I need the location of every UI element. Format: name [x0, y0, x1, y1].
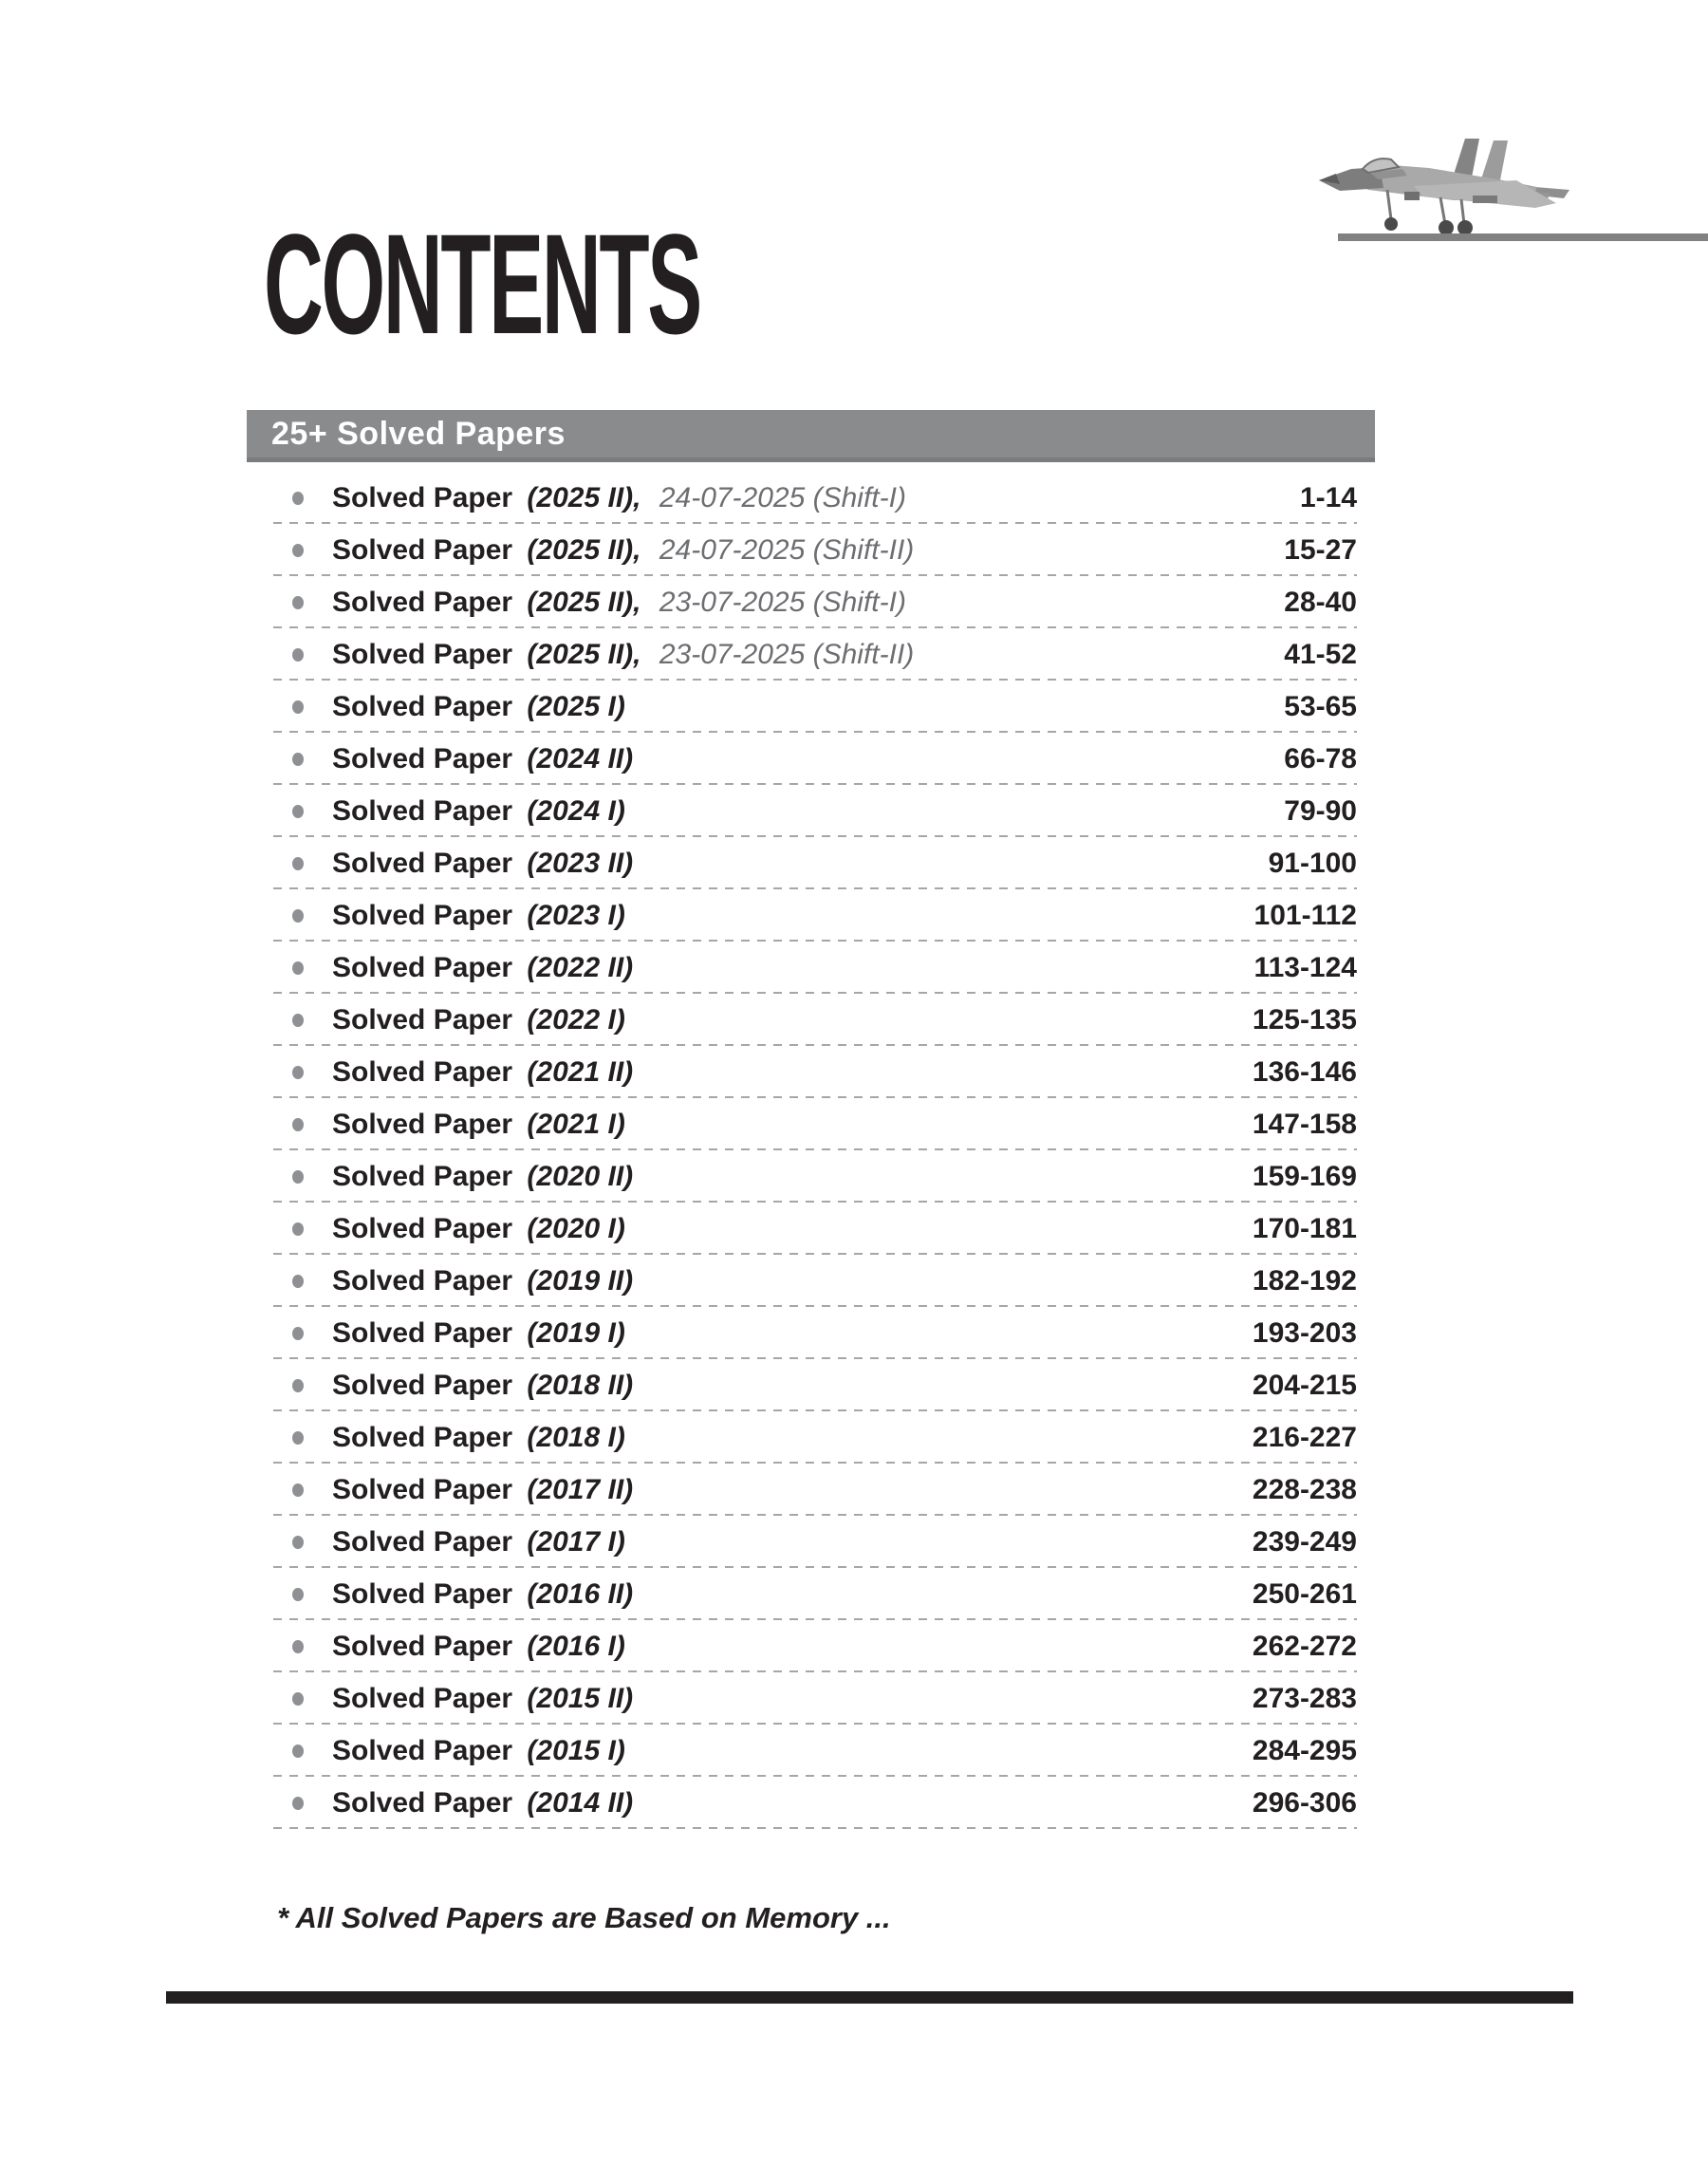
bullet-icon — [292, 596, 304, 609]
toc-entry-label — [332, 1213, 625, 1245]
toc-entry-session: 24-07-2025 (Shift-II) — [659, 533, 915, 566]
toc-entry-edition: (2018 II) — [527, 1369, 634, 1401]
toc-entry-pages: 170-181 — [1252, 1212, 1357, 1244]
toc-entry-name: Solved Paper — [332, 1055, 513, 1088]
toc-entry-edition: (2019 I) — [527, 1316, 625, 1349]
bullet-icon — [292, 648, 304, 662]
toc-entry-edition: (2025 I) — [527, 690, 625, 722]
toc-entry-pages: 136-146 — [1252, 1055, 1357, 1088]
toc-entry-label — [332, 1578, 633, 1611]
toc-entry-edition: (2023 I) — [527, 899, 625, 931]
toc-entry-pages: 113-124 — [1253, 951, 1357, 983]
toc-entry-label — [332, 1265, 633, 1297]
toc-entry-pages: 41-52 — [1284, 638, 1357, 670]
toc-entry-label — [332, 1683, 633, 1715]
toc-entry-label — [332, 534, 914, 567]
toc-row — [273, 576, 1357, 628]
toc-row — [273, 1203, 1357, 1255]
toc-entry-edition: (2014 II) — [527, 1786, 634, 1819]
toc-entry-label — [332, 1787, 633, 1819]
toc-entry-pages: 15-27 — [1284, 533, 1357, 566]
bullet-icon — [292, 1431, 304, 1445]
toc-entry-label — [332, 1631, 625, 1663]
toc-entry-edition: (2022 I) — [527, 1003, 625, 1036]
toc-entry-pages: 66-78 — [1284, 742, 1357, 774]
section-header-label: 25+ Solved Papers — [271, 415, 566, 452]
toc-entry-pages: 53-65 — [1284, 690, 1357, 722]
toc-entry-label — [332, 691, 625, 723]
toc-entry-label — [332, 1161, 633, 1193]
toc-entry-edition: (2020 I) — [527, 1212, 625, 1244]
toc-row — [273, 942, 1357, 994]
toc-entry-pages: 159-169 — [1252, 1160, 1357, 1192]
toc-entry-pages: 28-40 — [1284, 586, 1357, 618]
toc-row — [273, 1150, 1357, 1203]
bullet-icon — [292, 1483, 304, 1497]
toc-entry-pages: 250-261 — [1252, 1577, 1357, 1610]
toc-entry-label — [332, 848, 633, 880]
toc-entry-pages: 79-90 — [1284, 794, 1357, 827]
bullet-icon — [292, 1275, 304, 1288]
section-header-bar — [247, 410, 1375, 462]
toc-row — [273, 837, 1357, 889]
toc-entry-name: Solved Paper — [332, 794, 513, 827]
toc-entry-pages: 284-295 — [1252, 1734, 1357, 1766]
toc-entry-label — [332, 900, 625, 932]
toc-row — [273, 733, 1357, 785]
toc-entry-name: Solved Paper — [332, 1682, 513, 1714]
toc-entry-name: Solved Paper — [332, 1003, 513, 1036]
toc-entry-name: Solved Paper — [332, 1577, 513, 1610]
toc-row — [273, 1411, 1357, 1464]
toc-entry-label — [332, 743, 633, 775]
toc-row — [273, 994, 1357, 1046]
toc-row — [273, 524, 1357, 576]
toc-entry-name: Solved Paper — [332, 1212, 513, 1244]
toc-entry-edition: (2017 II) — [527, 1473, 634, 1505]
bullet-icon — [292, 1170, 304, 1184]
toc-row — [273, 1098, 1357, 1150]
bullet-icon — [292, 1797, 304, 1810]
toc-entry-label — [332, 587, 906, 619]
toc-entry-edition: (2020 II) — [527, 1160, 634, 1192]
toc-row — [273, 1516, 1357, 1568]
bullet-icon — [292, 805, 304, 818]
toc-entry-edition: (2025 II), — [527, 481, 641, 513]
toc-entry-name: Solved Paper — [332, 638, 513, 670]
bullet-icon — [292, 544, 304, 557]
toc-entry-label — [332, 1056, 633, 1089]
toc-row — [273, 1672, 1357, 1725]
toc-entry-name: Solved Paper — [332, 1160, 513, 1192]
toc-entry-label — [332, 639, 914, 671]
bullet-icon — [292, 1745, 304, 1758]
bullet-icon — [292, 961, 304, 975]
toc-row — [273, 472, 1357, 524]
toc-entry-name: Solved Paper — [332, 481, 513, 513]
toc-entry-name: Solved Paper — [332, 1369, 513, 1401]
toc-entry-edition: (2016 II) — [527, 1577, 634, 1610]
bullet-icon — [292, 1066, 304, 1079]
toc-row — [273, 1359, 1357, 1411]
toc-entry-edition: (2016 I) — [527, 1630, 625, 1662]
toc-entry-label — [332, 1735, 625, 1767]
bullet-icon — [292, 753, 304, 766]
toc-entry-label — [332, 795, 625, 828]
toc-entry-edition: (2017 I) — [527, 1525, 625, 1558]
toc-row — [273, 1464, 1357, 1516]
toc-entry-session: 23-07-2025 (Shift-I) — [659, 586, 906, 618]
toc-entry-pages: 204-215 — [1252, 1369, 1357, 1401]
toc-entry-edition: (2022 II) — [527, 951, 634, 983]
toc-entry-edition: (2024 I) — [527, 794, 625, 827]
toc-row — [273, 785, 1357, 837]
bullet-icon — [292, 1692, 304, 1706]
toc-entry-name: Solved Paper — [332, 742, 513, 774]
toc-row — [273, 1725, 1357, 1777]
toc-entry-label — [332, 1004, 625, 1036]
toc-entry-pages: 239-249 — [1252, 1525, 1357, 1558]
bullet-icon — [292, 909, 304, 923]
fighter-jet-icon — [1311, 131, 1587, 243]
bullet-icon — [292, 1222, 304, 1236]
toc-entry-session: 24-07-2025 (Shift-I) — [659, 481, 906, 513]
toc-entry-pages: 91-100 — [1268, 847, 1357, 879]
toc-entry-label — [332, 1526, 625, 1558]
toc-entry-edition: (2025 II), — [527, 533, 641, 566]
bullet-icon — [292, 1536, 304, 1549]
toc-entry-name: Solved Paper — [332, 1264, 513, 1297]
toc-entry-name: Solved Paper — [332, 690, 513, 722]
bullet-icon — [292, 492, 304, 505]
toc-entry-pages: 101-112 — [1253, 899, 1357, 931]
bullet-icon — [292, 1640, 304, 1653]
toc-entry-edition: (2025 II), — [527, 638, 641, 670]
bullet-icon — [292, 1327, 304, 1340]
toc-row — [273, 1777, 1357, 1829]
toc-entry-pages: 125-135 — [1252, 1003, 1357, 1036]
toc-entry-name: Solved Paper — [332, 1473, 513, 1505]
toc-list — [273, 472, 1357, 1829]
toc-entry-name: Solved Paper — [332, 1734, 513, 1766]
toc-entry-label — [332, 1370, 633, 1402]
toc-entry-pages: 182-192 — [1252, 1264, 1357, 1297]
toc-entry-edition: (2025 II), — [527, 586, 641, 618]
bullet-icon — [292, 857, 304, 870]
toc-row — [273, 1255, 1357, 1307]
bullet-icon — [292, 1588, 304, 1601]
toc-entry-name: Solved Paper — [332, 586, 513, 618]
toc-entry-edition: (2018 I) — [527, 1421, 625, 1453]
toc-entry-pages: 147-158 — [1252, 1108, 1357, 1140]
bullet-icon — [292, 700, 304, 714]
toc-entry-edition: (2021 I) — [527, 1108, 625, 1140]
toc-entry-edition: (2015 I) — [527, 1734, 625, 1766]
toc-entry-name: Solved Paper — [332, 899, 513, 931]
toc-row — [273, 681, 1357, 733]
toc-entry-name: Solved Paper — [332, 951, 513, 983]
toc-entry-label — [332, 1474, 633, 1506]
footer-rule — [166, 1991, 1573, 2004]
toc-row — [273, 1620, 1357, 1672]
bullet-icon — [292, 1014, 304, 1027]
toc-entry-pages: 1-14 — [1299, 481, 1357, 513]
toc-entry-label — [332, 1317, 625, 1350]
toc-row — [273, 1568, 1357, 1620]
toc-entry-edition: (2021 II) — [527, 1055, 634, 1088]
footnote: * All Solved Papers are Based on Memory ... — [277, 1901, 891, 1934]
toc-entry-name: Solved Paper — [332, 1630, 513, 1662]
toc-row — [273, 1046, 1357, 1098]
toc-row — [273, 628, 1357, 681]
toc-row — [273, 1307, 1357, 1359]
toc-entry-name: Solved Paper — [332, 533, 513, 566]
toc-entry-name: Solved Paper — [332, 1421, 513, 1453]
page-title: CONTENTS — [264, 204, 700, 364]
toc-entry-pages: 193-203 — [1252, 1316, 1357, 1349]
toc-entry-label — [332, 482, 906, 514]
toc-entry-name: Solved Paper — [332, 847, 513, 879]
toc-entry-edition: (2015 II) — [527, 1682, 634, 1714]
toc-entry-label — [332, 1109, 625, 1141]
toc-entry-pages: 273-283 — [1252, 1682, 1357, 1714]
toc-entry-pages: 216-227 — [1252, 1421, 1357, 1453]
toc-entry-name: Solved Paper — [332, 1525, 513, 1558]
bullet-icon — [292, 1118, 304, 1131]
toc-entry-pages: 296-306 — [1252, 1786, 1357, 1819]
toc-entry-pages: 228-238 — [1252, 1473, 1357, 1505]
toc-entry-session: 23-07-2025 (Shift-II) — [659, 638, 915, 670]
toc-entry-label — [332, 1422, 625, 1454]
toc-entry-edition: (2024 II) — [527, 742, 634, 774]
jet-ground-line — [1338, 233, 1708, 241]
toc-entry-label — [332, 952, 633, 984]
fighter-jet-image — [1311, 131, 1587, 243]
toc-entry-edition: (2023 II) — [527, 847, 634, 879]
toc-entry-name: Solved Paper — [332, 1316, 513, 1349]
toc-row — [273, 889, 1357, 942]
toc-entry-name: Solved Paper — [332, 1786, 513, 1819]
toc-entry-pages: 262-272 — [1252, 1630, 1357, 1662]
toc-entry-edition: (2019 II) — [527, 1264, 634, 1297]
bullet-icon — [292, 1379, 304, 1392]
toc-entry-name: Solved Paper — [332, 1108, 513, 1140]
